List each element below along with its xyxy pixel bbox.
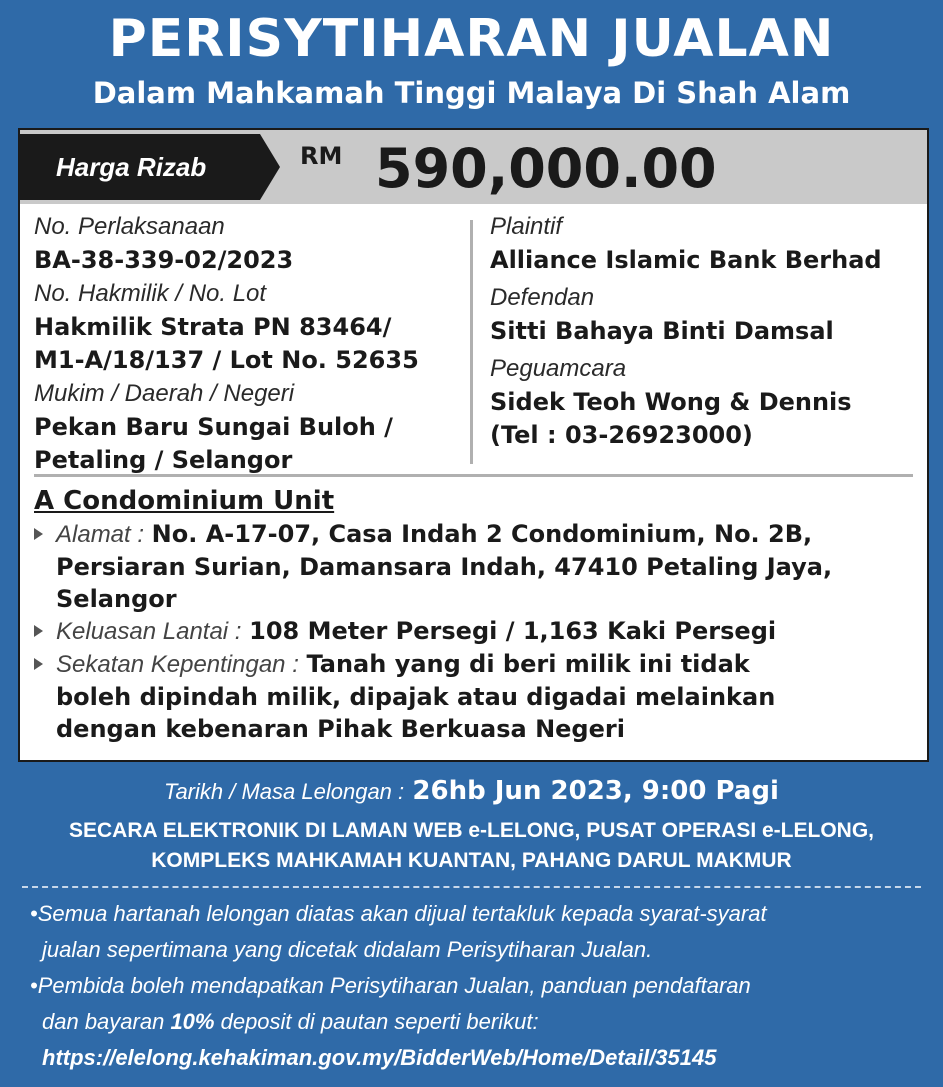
note-item [30,1004,920,1040]
note-item: •Pembida boleh mendapatkan Perisytiharan Jualan, panduan pendaftaran [30,973,751,998]
party-details [490,210,920,452]
note-item: •Semua hartanah lelongan diatas akan dijual tertakluk kepada syarat-syarat [30,901,767,926]
plaintiff-value: Alliance Islamic Bank Berhad [490,246,882,274]
defendant-value: Sitti Bahaya Binti Damsal [490,317,834,345]
auction-venue-line: SECARA ELEKTRONIK DI LAMAN WEB e-LELONG, PUSAT OPERASI e-LELONG, [68,819,875,842]
page-subtitle: Dalam Mahkamah Tinggi Malaya Di Shah Alam [92,76,851,110]
section-divider [34,474,913,477]
address-value: Selangor [56,585,177,613]
title-number-label: No. Hakmilik / No. Lot [34,280,267,307]
address-label: Alamat : [56,521,145,548]
arrow-icon [260,134,280,200]
price-currency: RM [300,142,343,170]
case-details [34,210,464,477]
details-card [18,128,929,762]
auction-venue [0,816,943,876]
auction-date [0,772,943,811]
location-label: Mukim / Daerah / Negeri [34,380,295,407]
title-number-value: M1-A/18/137 / Lot No. 52635 [34,346,419,374]
column-divider [470,220,473,464]
note-item: jualan sepertimana yang dicetak didalam Perisytiharan Jualan. [42,937,653,962]
price-band [20,130,927,204]
lawyer-tel: (Tel : 03-26923000) [490,421,753,449]
defendant-label: Defendan [490,284,595,311]
deposit-percent: 10% [170,1009,215,1034]
floor-area-label: Keluasan Lantai : [56,618,242,645]
location-value: Petaling / Selangor [34,446,293,474]
note-text: deposit di pautan seperti berikut: [214,1009,539,1034]
floor-area-value: 108 Meter Persegi / 1,163 Kaki Persegi [249,617,777,645]
plaintiff-label: Plaintif [490,213,563,240]
restriction-value: Tanah yang di beri milik ini tidak [306,650,750,678]
bullet-triangle-icon [34,625,43,637]
location-value: Pekan Baru Sungai Buloh / [34,413,393,441]
property-type: A Condominium Unit [34,486,335,516]
dashed-divider [22,886,921,888]
bidder-link[interactable]: https://elelong.kehakiman.gov.my/BidderWeb/Home/Detail/35145 [42,1045,717,1070]
lawyer-value: Sidek Teoh Wong & Dennis [490,388,852,416]
restriction-value: dengan kebenaran Pihak Berkuasa Negeri [56,715,625,743]
auction-date-label: Tarikh / Masa Lelongan : [164,779,405,804]
address-row [34,518,914,551]
page-title: PERISYTIHARAN JUALAN [108,9,835,69]
address-value: No. A-17-07, Casa Indah 2 Condominium, No. 2B, [151,520,813,548]
restriction-value: boleh dipindah milik, dipajak atau digadai melainkan [56,683,776,711]
note-text: dan bayaran [42,1009,171,1034]
case-number-label: No. Perlaksanaan [34,213,225,240]
price-amount: 590,000.00 [375,137,717,200]
auction-venue-line: KOMPLEKS MAHKAMAH KUANTAN, PAHANG DARUL MAKMUR [151,849,792,872]
notes [30,896,920,1076]
lawyer-label: Peguamcara [490,355,627,382]
auction-date-value: 26hb Jun 2023, 9:00 Pagi [412,776,779,806]
reserve-price-label: Harga Rizab [20,134,260,200]
bullet-triangle-icon [34,658,43,670]
floor-area-row [34,615,914,648]
title-number-value: Hakmilik Strata PN 83464/ [34,313,392,341]
property-description [34,484,914,745]
address-value: Persiaran Surian, Damansara Indah, 47410 Petaling Jaya, [56,553,833,581]
restriction-label: Sekatan Kepentingan : [56,651,299,678]
restriction-row [34,648,914,681]
bullet-triangle-icon [34,528,43,540]
case-number-value: BA-38-339-02/2023 [34,246,294,274]
